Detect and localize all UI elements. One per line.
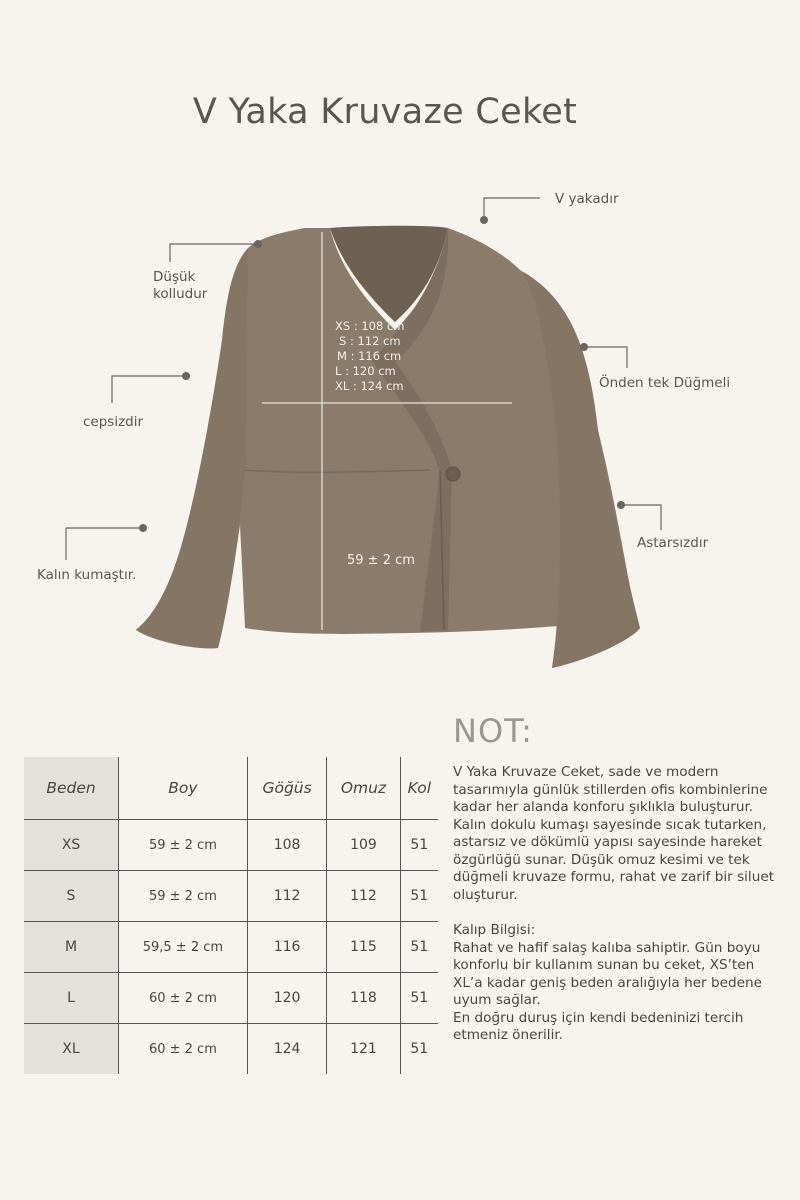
cell-boy: 59 ± 2 cm: [119, 820, 248, 871]
length-measure: 59 ± 2 cm: [347, 553, 415, 568]
table-row: [24, 973, 438, 1024]
cell-boy: 60 ± 2 cm: [119, 1024, 248, 1075]
callout-dot-kalin: [139, 524, 147, 532]
table-header-row: [24, 757, 438, 820]
callout-line-cepsiz: [112, 376, 186, 403]
header-kol: Kol: [400, 757, 438, 820]
page-title: V Yaka Kruvaze Ceket: [192, 92, 578, 132]
note-paragraph-2: Kalın dokulu kumaşı sayesinde sıcak tutarken, astarsız ve dökümlü yapısı sayesinde hareket özgürlüğü sunar. Düşük omuz kesimi ve tek düğmeli kruvaze formu, rahat ve zarif bir siluet oluşturur.: [453, 816, 775, 903]
cell-kol: 51: [400, 820, 438, 871]
callout-dusuk-line2: kolludur: [153, 286, 208, 302]
cell-omuz: 121: [327, 1024, 400, 1075]
cell-omuz: 118: [327, 973, 400, 1024]
cell-gogus: 108: [247, 820, 327, 871]
note-body: [453, 764, 788, 1045]
cell-kol: 51: [400, 871, 438, 922]
callout-line-astarsiz: [621, 505, 661, 530]
table-row: [24, 1024, 438, 1075]
cell-omuz: 112: [327, 871, 400, 922]
callout-dot-onden: [580, 343, 588, 351]
callout-v-yaka: V yakadır: [555, 191, 619, 207]
table-row: [24, 922, 438, 973]
chest-measure-xl: XL : 124 cm: [335, 379, 404, 393]
cell-gogus: 120: [247, 973, 327, 1024]
callout-line-kalin: [66, 528, 143, 560]
cell-boy: 59,5 ± 2 cm: [119, 922, 248, 973]
cell-size: XL: [24, 1024, 119, 1075]
chest-measure-s: S : 112 cm: [339, 334, 401, 348]
callout-dot-cepsiz: [182, 372, 190, 380]
chest-measure-l: L : 120 cm: [335, 364, 396, 378]
note-title: NOT:: [453, 712, 533, 750]
callout-dot-dusuk: [254, 240, 262, 248]
cell-kol: 51: [400, 973, 438, 1024]
cell-size: M: [24, 922, 119, 973]
size-table: [24, 757, 438, 1074]
table-row: [24, 871, 438, 922]
left-sleeve: [136, 248, 248, 648]
table-row: [24, 820, 438, 871]
cell-size: XS: [24, 820, 119, 871]
callout-onden: Önden tek Düğmeli: [599, 375, 731, 391]
note-paragraph-4: Rahat ve hafif salaş kalıba sahiptir. Gün boyu konforlu bir kullanım sunan bu ceket, XS’ten XL’a kadar geniş beden aralığıyla her bedene uyum sağlar.: [453, 939, 762, 1008]
note-paragraph-1: V Yaka Kruvaze Ceket, sade ve modern tasarımıyla günlük stillerden ofis kombinlerine kadar her alanda konforu şıklıkla buluşturur.: [453, 764, 768, 815]
note-paragraph-3: Kalıp Bilgisi:: [453, 922, 536, 938]
chest-measure-m: M : 116 cm: [337, 349, 402, 363]
cell-boy: 60 ± 2 cm: [119, 973, 248, 1024]
callout-dusuk-line1: Düşük: [153, 269, 196, 285]
cell-omuz: 115: [327, 922, 400, 973]
cell-gogus: 116: [247, 922, 327, 973]
callout-dot-astarsiz: [617, 501, 625, 509]
cell-boy: 59 ± 2 cm: [119, 871, 248, 922]
header-beden: Beden: [24, 757, 119, 820]
note-paragraph-5: En doğru duruş için kendi bedeninizi tercih etmeniz önerilir.: [453, 1009, 744, 1043]
chest-measures: [335, 319, 405, 394]
chest-measure-xs: XS : 108 cm: [335, 319, 405, 333]
callout-astarsiz: Astarsızdır: [637, 535, 709, 551]
button-knot: [446, 467, 460, 481]
callout-cepsiz: cepsizdir: [83, 414, 144, 430]
callout-kalin: Kalın kumaştır.: [37, 567, 137, 583]
callout-line-onden: [584, 347, 627, 368]
header-boy: Boy: [119, 757, 248, 820]
callout-line-v-yaka: [484, 198, 540, 218]
cell-kol: 51: [400, 922, 438, 973]
callout-dusuk-kol: [153, 269, 207, 303]
cell-size: L: [24, 973, 119, 1024]
cell-size: S: [24, 871, 119, 922]
header-gogus: Göğüs: [247, 757, 327, 820]
cell-omuz: 109: [327, 820, 400, 871]
cell-gogus: 124: [247, 1024, 327, 1075]
cell-kol: 51: [410, 1041, 429, 1057]
callout-dot-v-yaka: [480, 216, 488, 224]
header-omuz: Omuz: [327, 757, 400, 820]
cell-gogus: 112: [247, 871, 327, 922]
